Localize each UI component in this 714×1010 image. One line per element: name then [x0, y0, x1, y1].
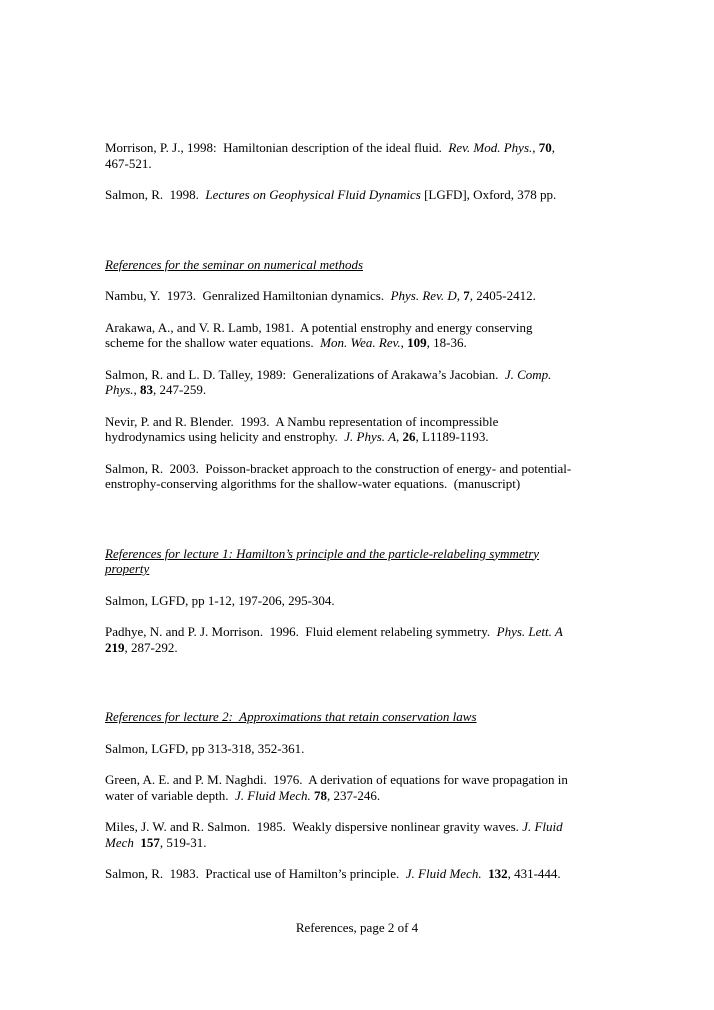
reference-text: Nevir, P. and R. Blender. 1993. A Nambu representation of incompressible: [105, 413, 499, 429]
reference-text: hydrodynamics using helicity and enstrophy.: [105, 429, 345, 444]
section-heading: [105, 709, 624, 725]
reference-text: Morrison, P. J., 1998: Hamiltonian description of the ideal fluid.: [105, 140, 449, 155]
reference-text: , 431-444.: [507, 866, 561, 881]
volume-number: 109: [407, 335, 427, 350]
ref-line: [105, 624, 624, 640]
ref-line: [105, 788, 624, 804]
reference-section-numerical-methods: [105, 257, 624, 492]
book-title: Lectures on Geophysical Fluid Dynamics: [205, 187, 421, 202]
reference-text: Salmon, LGFD, pp 313-318, 352-361.: [105, 740, 305, 756]
ref-line: [105, 640, 624, 656]
reference-text: Salmon, R. and L. D. Talley, 1989: Generalizations of Arakawa’s Jacobian.: [105, 366, 505, 382]
reference-text: , 287-292.: [124, 639, 178, 655]
ref-line: [105, 772, 624, 788]
reference-text: , L1189-1193.: [415, 429, 489, 444]
reference-entry-padhye-morrison-1996: [105, 624, 624, 655]
ref-line: [105, 741, 624, 757]
heading-line: References for lecture 1: Hamilton’s principle and the particle-relabeling symmetry: [105, 545, 540, 561]
ref-line: [105, 320, 624, 336]
reference-text: ,: [551, 140, 556, 155]
reference-text: scheme for the shallow water equations.: [105, 335, 321, 350]
reference-text: , 18-36.: [426, 335, 467, 350]
journal-title: J. Comp.: [504, 366, 552, 382]
reference-section-preamble: [105, 140, 624, 203]
section-heading: [105, 546, 624, 577]
ref-line: [105, 461, 624, 477]
ref-line: [105, 835, 624, 851]
ref-line: [105, 288, 624, 304]
volume-number: 132: [488, 866, 508, 881]
reference-entry-nevir-blender-1993: [105, 414, 624, 445]
reference-entry-salmon-1998: [105, 187, 624, 203]
volume-number: 7: [463, 288, 470, 303]
reference-entry-morrison-1998: [105, 140, 624, 171]
journal-title: J. Fluid Mech.: [405, 866, 482, 881]
reference-text: ,: [532, 140, 539, 155]
reference-entry-salmon-talley-1989: [105, 367, 624, 398]
section-heading: [105, 257, 624, 273]
reference-entry-salmon-1983: [105, 866, 624, 882]
reference-text: , 237-246.: [327, 787, 381, 803]
journal-title: Mech: [105, 834, 134, 850]
journal-title: Rev. Mod. Phys.: [448, 140, 533, 155]
journal-title: J. Fluid: [522, 819, 563, 834]
volume-number: 157: [140, 834, 160, 850]
journal-title: Phys. Rev. D: [390, 288, 457, 303]
reference-text: ,: [133, 382, 141, 397]
reference-text: , 519-31.: [159, 834, 207, 850]
reference-text: 467-521.: [105, 155, 152, 171]
ref-line: [105, 866, 624, 882]
reference-text: Salmon, LGFD, pp 1-12, 197-206, 295-304.: [105, 592, 335, 608]
ref-line: [105, 140, 624, 156]
heading-line: property: [105, 561, 150, 576]
reference-entry-arakawa-lamb-1981: [105, 320, 624, 351]
journal-title: J. Fluid Mech.: [234, 787, 311, 803]
reference-text: ,: [396, 429, 403, 444]
reference-entry-salmon-2003: [105, 461, 624, 492]
volume-number: 219: [105, 639, 125, 655]
volume-number: 78: [314, 787, 328, 803]
volume-number: 26: [402, 429, 416, 444]
reference-text: Miles, J. W. and R. Salmon. 1985. Weakly dispersive nonlinear gravity waves.: [105, 819, 523, 834]
reference-entry-salmon-lgfd-a: [105, 593, 624, 609]
reference-section-lecture-1: [105, 546, 624, 656]
ref-line: [105, 476, 624, 492]
heading-line: References for lecture 2: Approximations that retain conservation laws: [105, 709, 477, 724]
heading-line: References for the seminar on numerical methods: [105, 256, 364, 272]
journal-title: Phys.: [105, 382, 134, 397]
reference-text: Arakawa, A., and V. R. Lamb, 1981. A potential enstrophy and energy conserving: [105, 319, 533, 335]
reference-text: Green, A. E. and P. M. Naghdi. 1976. A derivation of equations for wave propagation in: [105, 772, 568, 787]
reference-text: Padhye, N. and P. J. Morrison. 1996. Fluid element relabeling symmetry.: [105, 624, 497, 639]
reference-entry-nambu-1973: [105, 288, 624, 304]
ref-line: [105, 367, 624, 383]
ref-line: [105, 429, 624, 445]
reference-entry-salmon-lgfd-b: [105, 741, 624, 757]
reference-text: Salmon, R. 1983. Practical use of Hamilton’s principle.: [105, 866, 406, 881]
ref-line: [105, 156, 624, 172]
ref-line: [105, 593, 624, 609]
journal-title: Phys. Lett. A: [496, 624, 563, 639]
reference-text: ,: [456, 288, 464, 303]
volume-number: 83: [140, 382, 154, 397]
ref-line: [105, 382, 624, 398]
reference-text: , 2405-2412.: [469, 288, 536, 303]
ref-line: [105, 187, 624, 203]
volume-number: 70: [538, 140, 552, 155]
journal-title: J. Phys. A: [344, 429, 397, 444]
journal-title: Mon. Wea. Rev.: [320, 335, 401, 350]
ref-line: [105, 819, 624, 835]
reference-text: Salmon, R. 2003. Poisson-bracket approach to the construction of energy- and potential-: [105, 460, 572, 476]
reference-text: water of variable depth.: [105, 787, 235, 803]
reference-entry-green-naghdi-1976: [105, 772, 624, 803]
reference-text: Nambu, Y. 1973. Genralized Hamiltonian dynamics.: [105, 288, 391, 303]
reference-text: ,: [400, 335, 408, 350]
reference-entry-miles-salmon-1985: [105, 819, 624, 850]
ref-line: [105, 414, 624, 430]
page-footer: References, page 2 of 4: [295, 920, 419, 935]
reference-section-lecture-2: [105, 709, 624, 882]
reference-text: enstrophy-conserving algorithms for the shallow-water equations. (manuscript): [105, 476, 521, 491]
reference-text: Salmon, R. 1998.: [105, 187, 206, 202]
reference-text: [LGFD], Oxford, 378 pp.: [420, 187, 557, 202]
reference-text: , 247-259.: [153, 382, 207, 397]
ref-line: [105, 335, 624, 351]
